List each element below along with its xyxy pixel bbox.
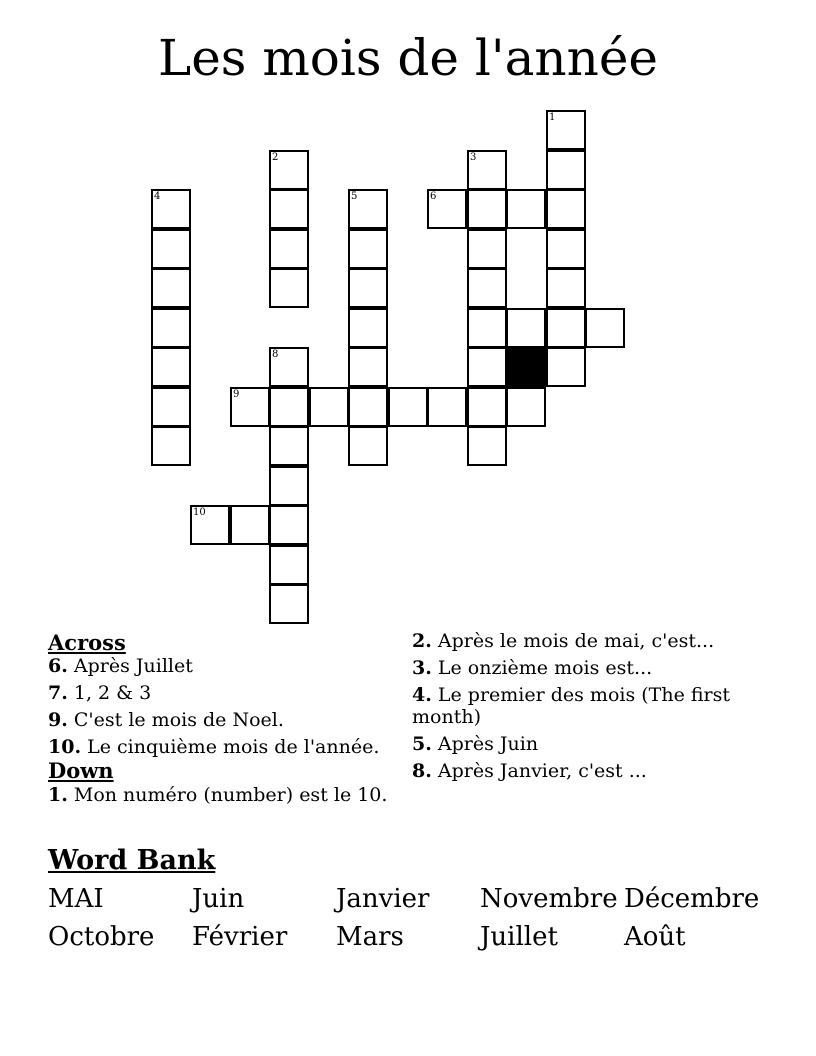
crossword-cell[interactable] bbox=[427, 387, 467, 427]
clue-across-9 bbox=[48, 709, 388, 732]
crossword-cell[interactable] bbox=[348, 229, 388, 269]
crossword-cell[interactable] bbox=[269, 426, 309, 466]
crossword-cell[interactable] bbox=[546, 229, 586, 269]
crossword-cell[interactable] bbox=[230, 505, 270, 545]
crossword-cell[interactable] bbox=[151, 426, 191, 466]
word-bank bbox=[48, 884, 768, 952]
clue-text: Après Juillet bbox=[67, 655, 193, 678]
crossword-cell[interactable] bbox=[348, 268, 388, 308]
crossword-cell[interactable] bbox=[151, 229, 191, 269]
clue-text: Le cinquième mois de l'année. bbox=[81, 735, 380, 758]
clue-text: Le premier des mois (The first month) bbox=[412, 683, 730, 729]
crossword-cell[interactable] bbox=[388, 387, 428, 427]
word-bank-item: MAI bbox=[48, 884, 104, 914]
crossword-block bbox=[506, 347, 546, 387]
across-heading: Across bbox=[48, 630, 126, 655]
word-bank-title: Word Bank bbox=[48, 845, 216, 876]
crossword-cell[interactable] bbox=[546, 268, 586, 308]
crossword-cell[interactable] bbox=[151, 387, 191, 427]
crossword-cell[interactable] bbox=[427, 189, 467, 229]
clue-number-label: 3 bbox=[470, 152, 477, 163]
crossword-cell[interactable] bbox=[467, 426, 507, 466]
clue-number: 2. bbox=[412, 630, 432, 652]
crossword-cell[interactable] bbox=[151, 308, 191, 348]
crossword-cell[interactable] bbox=[546, 308, 586, 348]
clue-number-label: 10 bbox=[193, 507, 206, 518]
clue-number: 4. bbox=[412, 683, 432, 706]
word-bank-item: Mars bbox=[336, 922, 404, 952]
clue-number-label: 8 bbox=[272, 349, 279, 360]
crossword-cell[interactable] bbox=[151, 268, 191, 308]
clue-down-1 bbox=[48, 784, 388, 807]
clue-text: C'est le mois de Noel. bbox=[67, 708, 284, 731]
crossword-cell[interactable] bbox=[151, 189, 191, 229]
crossword-cell[interactable] bbox=[546, 150, 586, 190]
clue-down-3 bbox=[412, 657, 752, 680]
clue-number-label: 4 bbox=[154, 191, 161, 202]
word-bank-item: Novembre bbox=[480, 884, 618, 914]
clue-text: Mon numéro (number) est le 10. bbox=[67, 783, 388, 806]
crossword-cell[interactable] bbox=[190, 505, 230, 545]
word-bank-item: Juin bbox=[192, 884, 245, 914]
crossword-cell[interactable] bbox=[506, 387, 546, 427]
crossword-cell[interactable] bbox=[467, 387, 507, 427]
crossword-cell[interactable] bbox=[348, 387, 388, 427]
crossword-cell[interactable] bbox=[269, 584, 309, 624]
crossword-cell[interactable] bbox=[467, 347, 507, 387]
clue-across-10 bbox=[48, 736, 388, 759]
crossword-cell[interactable] bbox=[546, 110, 586, 150]
page-title: Les mois de l'année bbox=[157, 29, 659, 87]
clue-down-4 bbox=[412, 684, 752, 730]
clue-number: 8. bbox=[412, 759, 432, 782]
word-bank-item: Décembre bbox=[624, 884, 760, 914]
clues-right-column bbox=[412, 630, 752, 787]
crossword-cell[interactable] bbox=[506, 308, 546, 348]
crossword-cell[interactable] bbox=[546, 347, 586, 387]
clue-number: 5. bbox=[412, 733, 432, 756]
clue-number-label: 2 bbox=[272, 152, 279, 163]
word-bank-item: Février bbox=[192, 922, 288, 952]
crossword-cell[interactable] bbox=[467, 268, 507, 308]
word-bank-item: Juillet bbox=[480, 922, 558, 952]
clue-number-label: 1 bbox=[549, 112, 556, 123]
crossword-cell[interactable] bbox=[269, 268, 309, 308]
crossword-cell[interactable] bbox=[269, 505, 309, 545]
clue-text: Le onzième mois est... bbox=[431, 656, 653, 679]
crossword-cell[interactable] bbox=[467, 150, 507, 190]
clue-down-8 bbox=[412, 760, 752, 783]
clue-number: 9. bbox=[48, 708, 68, 731]
crossword-cell[interactable] bbox=[546, 189, 586, 229]
clue-number: 10. bbox=[48, 735, 82, 758]
crossword-cell[interactable] bbox=[467, 229, 507, 269]
crossword-cell[interactable] bbox=[467, 308, 507, 348]
crossword-cell[interactable] bbox=[348, 189, 388, 229]
clue-text: Après Janvier, c'est ... bbox=[431, 759, 647, 782]
crossword-cell[interactable] bbox=[506, 189, 546, 229]
clue-text: Après Juin bbox=[431, 733, 539, 756]
crossword-cell[interactable] bbox=[348, 308, 388, 348]
crossword-cell[interactable] bbox=[309, 387, 349, 427]
clues-left-column bbox=[48, 630, 388, 810]
crossword-cell[interactable] bbox=[467, 189, 507, 229]
clue-down-2 bbox=[412, 630, 752, 653]
clue-across-6 bbox=[48, 655, 388, 678]
clue-down-5 bbox=[412, 733, 752, 756]
crossword-cell[interactable] bbox=[269, 347, 309, 387]
crossword-cell[interactable] bbox=[230, 387, 270, 427]
down-heading: Down bbox=[48, 758, 114, 784]
word-bank-item: Août bbox=[624, 922, 686, 952]
clue-number: 7. bbox=[48, 681, 68, 704]
clue-number: 1. bbox=[48, 783, 68, 806]
crossword-cell[interactable] bbox=[269, 466, 309, 506]
crossword-cell[interactable] bbox=[269, 150, 309, 190]
word-bank-item: Octobre bbox=[48, 922, 155, 952]
crossword-cell[interactable] bbox=[348, 426, 388, 466]
crossword-cell[interactable] bbox=[269, 387, 309, 427]
crossword-cell[interactable] bbox=[151, 347, 191, 387]
clue-across-7 bbox=[48, 682, 388, 705]
crossword-cell[interactable] bbox=[269, 189, 309, 229]
word-bank-item: Janvier bbox=[336, 884, 430, 914]
clue-number: 3. bbox=[412, 656, 432, 679]
clue-number: 6. bbox=[48, 655, 68, 678]
crossword-cell[interactable] bbox=[269, 545, 309, 585]
crossword-cell[interactable] bbox=[269, 229, 309, 269]
crossword-cell[interactable] bbox=[348, 347, 388, 387]
crossword-cell[interactable] bbox=[585, 308, 625, 348]
clue-text: 1, 2 & 3 bbox=[67, 681, 152, 704]
clue-number-label: 9 bbox=[233, 389, 240, 400]
clue-number-label: 6 bbox=[430, 191, 437, 202]
clue-text: Après le mois de mai, c'est... bbox=[431, 630, 715, 652]
clue-number-label: 5 bbox=[351, 191, 358, 202]
